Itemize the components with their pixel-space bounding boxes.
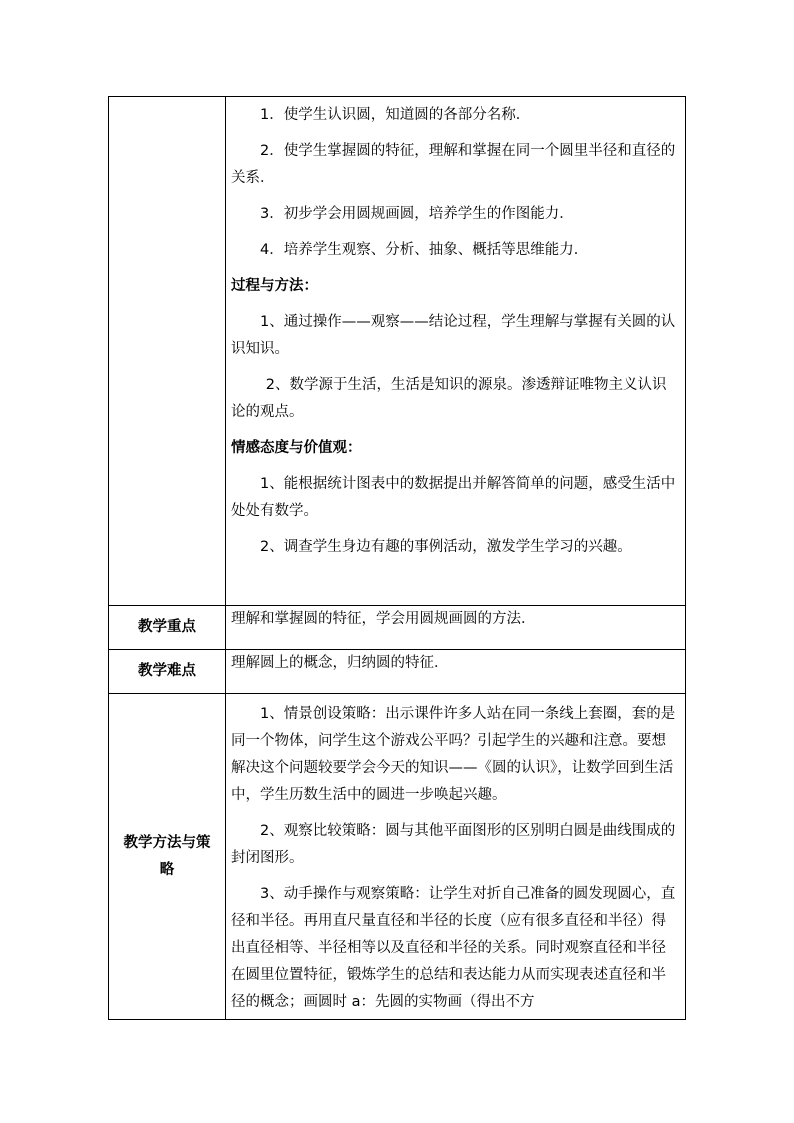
emotion-heading: 情感态度与价值观：: [231, 440, 362, 456]
difficulties-row: [109, 650, 686, 694]
method-item: 3、动手操作与观察策略：让学生对折自己准备的圆发现圆心，直径和半径。再用直尺量直径和半径的长度（应有很多直径和半径）得出直径相等、半径相等以及直径和半径的关系。同时观察直径和半径在圆里位置特征，锻炼学生的总结和表达能力从而实现表述直径和半径的概念；画圆时 a：先圆的实物画（得出不方: [231, 886, 676, 1010]
objectives-row: [109, 97, 686, 606]
methods-label: 教学方法与策略: [123, 834, 211, 878]
key-points-label: 教学重点: [109, 606, 226, 650]
knowledge-item: 4．培养学生观察、分析、抽象、概括等思维能力．: [260, 242, 589, 258]
emotion-item: 1、能根据统计图表中的数据提出并解答简单的问题，感受生活中处处有数学。: [231, 476, 676, 519]
difficulties-text: 理解圆上的概念，归纳圆的特征．: [226, 650, 686, 694]
knowledge-item: 2．使学生掌握圆的特征，理解和掌握在同一个圆里半径和直径的关系．: [231, 143, 676, 186]
knowledge-item: 3．初步学会用圆规画圆，培养学生的作图能力．: [260, 206, 574, 222]
difficulties-label: 教学难点: [109, 650, 226, 694]
method-item: 2、观察比较策略：圆与其他平面图形的区别明白圆是曲线围成的封闭图形。: [231, 823, 676, 866]
methods-label-cell: [109, 694, 226, 1020]
process-item: 2、数学源于生活，生活是知识的源泉。渗透辩证唯物主义认识论的观点。: [231, 377, 667, 420]
process-heading: 过程与方法：: [231, 278, 318, 294]
objectives-content-cell: [226, 97, 686, 606]
process-item: 1、通过操作——观察——结论过程，学生理解与掌握有关圆的认识知识。: [231, 314, 676, 357]
objectives-label-cell: [109, 97, 226, 606]
emotion-item: 2、调查学生身边有趣的事例活动，激发学生学习的兴趣。: [260, 539, 632, 555]
method-item: 1、情景创设策略：出示课件许多人站在同一条线上套圈，套的是同一个物体，问学生这个游戏公平吗？引起学生的兴趣和注意。要想解决这个问题较要学会今天的知识——《圆的认识》，让数学回到生活中，学生历数生活中的圆进一步唤起兴趣。: [231, 706, 676, 803]
key-points-text: 理解和掌握圆的特征，学会用圆规画圆的方法．: [226, 606, 686, 650]
lesson-plan-table: [108, 96, 686, 1020]
key-points-row: [109, 606, 686, 650]
knowledge-item: 1．使学生认识圆，知道圆的各部分名称．: [260, 107, 531, 123]
methods-row: [109, 694, 686, 1020]
methods-content-cell: [226, 694, 686, 1020]
